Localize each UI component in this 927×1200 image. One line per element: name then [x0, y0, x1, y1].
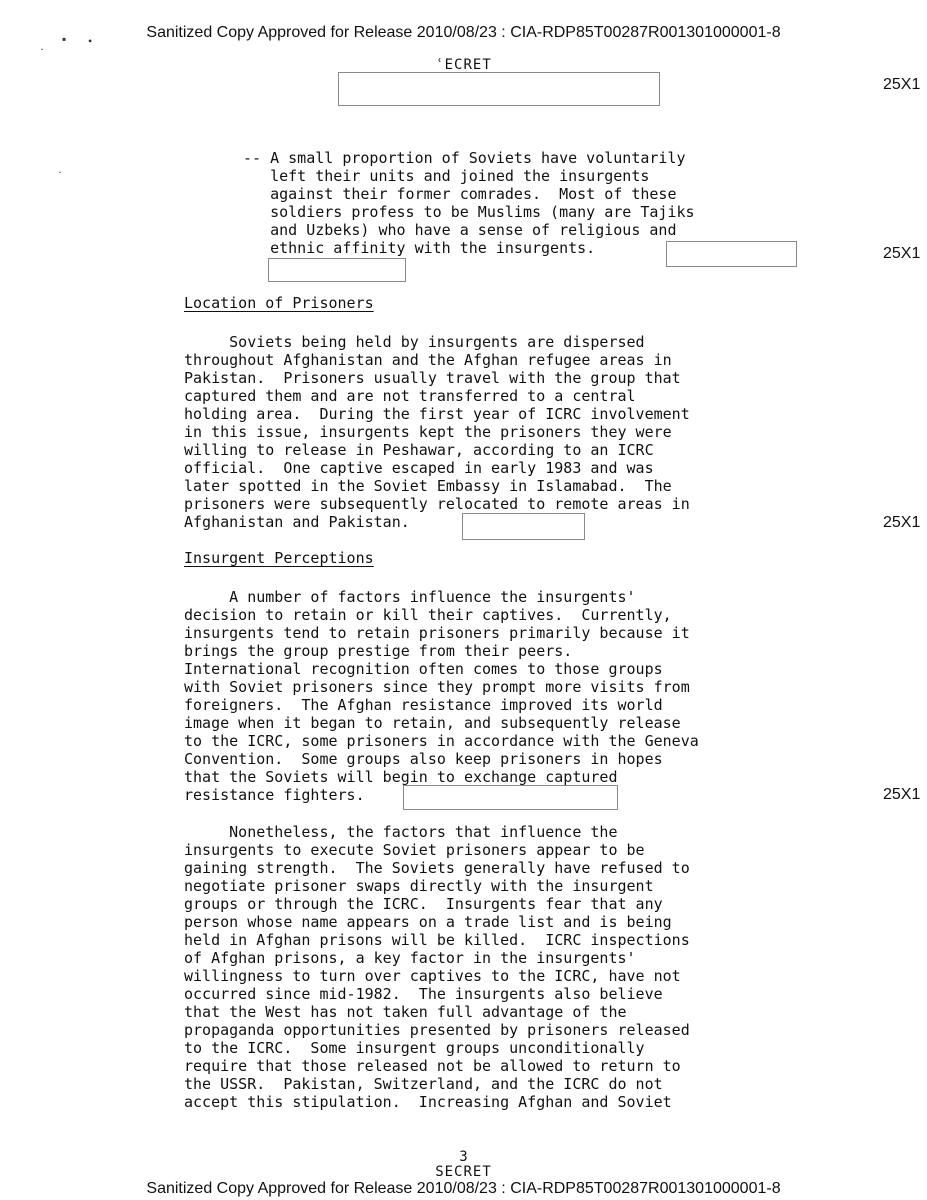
- section-heading-perceptions: Insurgent Perceptions: [184, 549, 374, 567]
- redaction-box-header: [338, 72, 660, 106]
- classification-bottom: SECRET: [435, 1164, 492, 1180]
- release-header: Sanitized Copy Approved for Release 2010/08/23 : CIA-RDP85T00287R001301000001-8: [146, 24, 781, 41]
- section-heading-location: Location of Prisoners: [184, 294, 374, 312]
- redaction-code: 25X1: [883, 245, 921, 262]
- scan-mark: ·: [40, 42, 44, 56]
- redaction-box: [403, 785, 618, 810]
- perceptions-paragraph-1: A number of factors influence the insurgents' decision to retain or kill their captives. Currently, insurgents tend to retain prisoners primarily because it brings the group prestige from their peers. International recognition often comes to those groups with Soviet prisoners since they prompt more visits from foreigners. The Afghan resistance improved its world image when it began to retain, and subsequently release to the ICRC, some prisoners in accordance with the Geneva Convention. Some groups also keep prisoners in hopes that the Soviets will begin to exchange captured resistance fighters.: [184, 588, 699, 804]
- page-number: 3: [459, 1149, 468, 1165]
- redaction-box: [462, 513, 585, 540]
- scan-mark: ▪: [62, 32, 67, 46]
- perceptions-paragraph-2: Nonetheless, the factors that influence the insurgents to execute Soviet prisoners appear to be gaining strength. The Soviets generally have refused to negotiate prisoner swaps directly with the insurgent groups or through the ICRC. Insurgents fear that any person whose name appears on a trade list and is being held in Afghan prisons will be killed. ICRC inspections of Afghan prisons, a key factor in the insurgents' willingness to turn over captives to the ICRC, have not occurred since mid-1982. The insurgents also believe that the West has not taken full advantage of the propaganda opportunities presented by prisoners released to the ICRC. Some insurgent groups unconditionally require that those released not be allowed to return to the USSR. Pakistan, Switzerland, and the ICRC do not accept this stipulation. Increasing Afghan and Soviet: [184, 823, 690, 1111]
- release-footer: Sanitized Copy Approved for Release 2010/08/23 : CIA-RDP85T00287R001301000001-8: [146, 1180, 781, 1197]
- redaction-code: 25X1: [883, 786, 921, 803]
- redaction-box: [666, 241, 797, 267]
- redaction-code: 25X1: [883, 514, 921, 531]
- bullet-paragraph: -- A small proportion of Soviets have voluntarily left their units and joined the insurgents against their former comrades. Most of these soldiers profess to be Muslims (many are Tajiks and Uzbeks) who have a sense of religious and ethnic affinity with the insurgents.: [243, 149, 695, 257]
- location-paragraph: Soviets being held by insurgents are dispersed throughout Afghanistan and the Afghan refugee areas in Pakistan. Prisoners usually travel with the group that captured them and are not transferred to a central holding area. During the first year of ICRC involvement in this issue, insurgents kept the prisoners they were willing to release in Peshawar, according to an ICRC official. One captive escaped in early 1983 and was later spotted in the Soviet Embassy in Islamabad. The prisoners were subsequently relocated to remote areas in Afghanistan and Pakistan.: [184, 333, 690, 531]
- redaction-code: 25X1: [883, 76, 921, 93]
- scan-mark: ·: [58, 165, 62, 179]
- scan-mark: •: [88, 34, 93, 48]
- redaction-box: [268, 258, 406, 282]
- classification-top: ʿECRET: [435, 57, 492, 73]
